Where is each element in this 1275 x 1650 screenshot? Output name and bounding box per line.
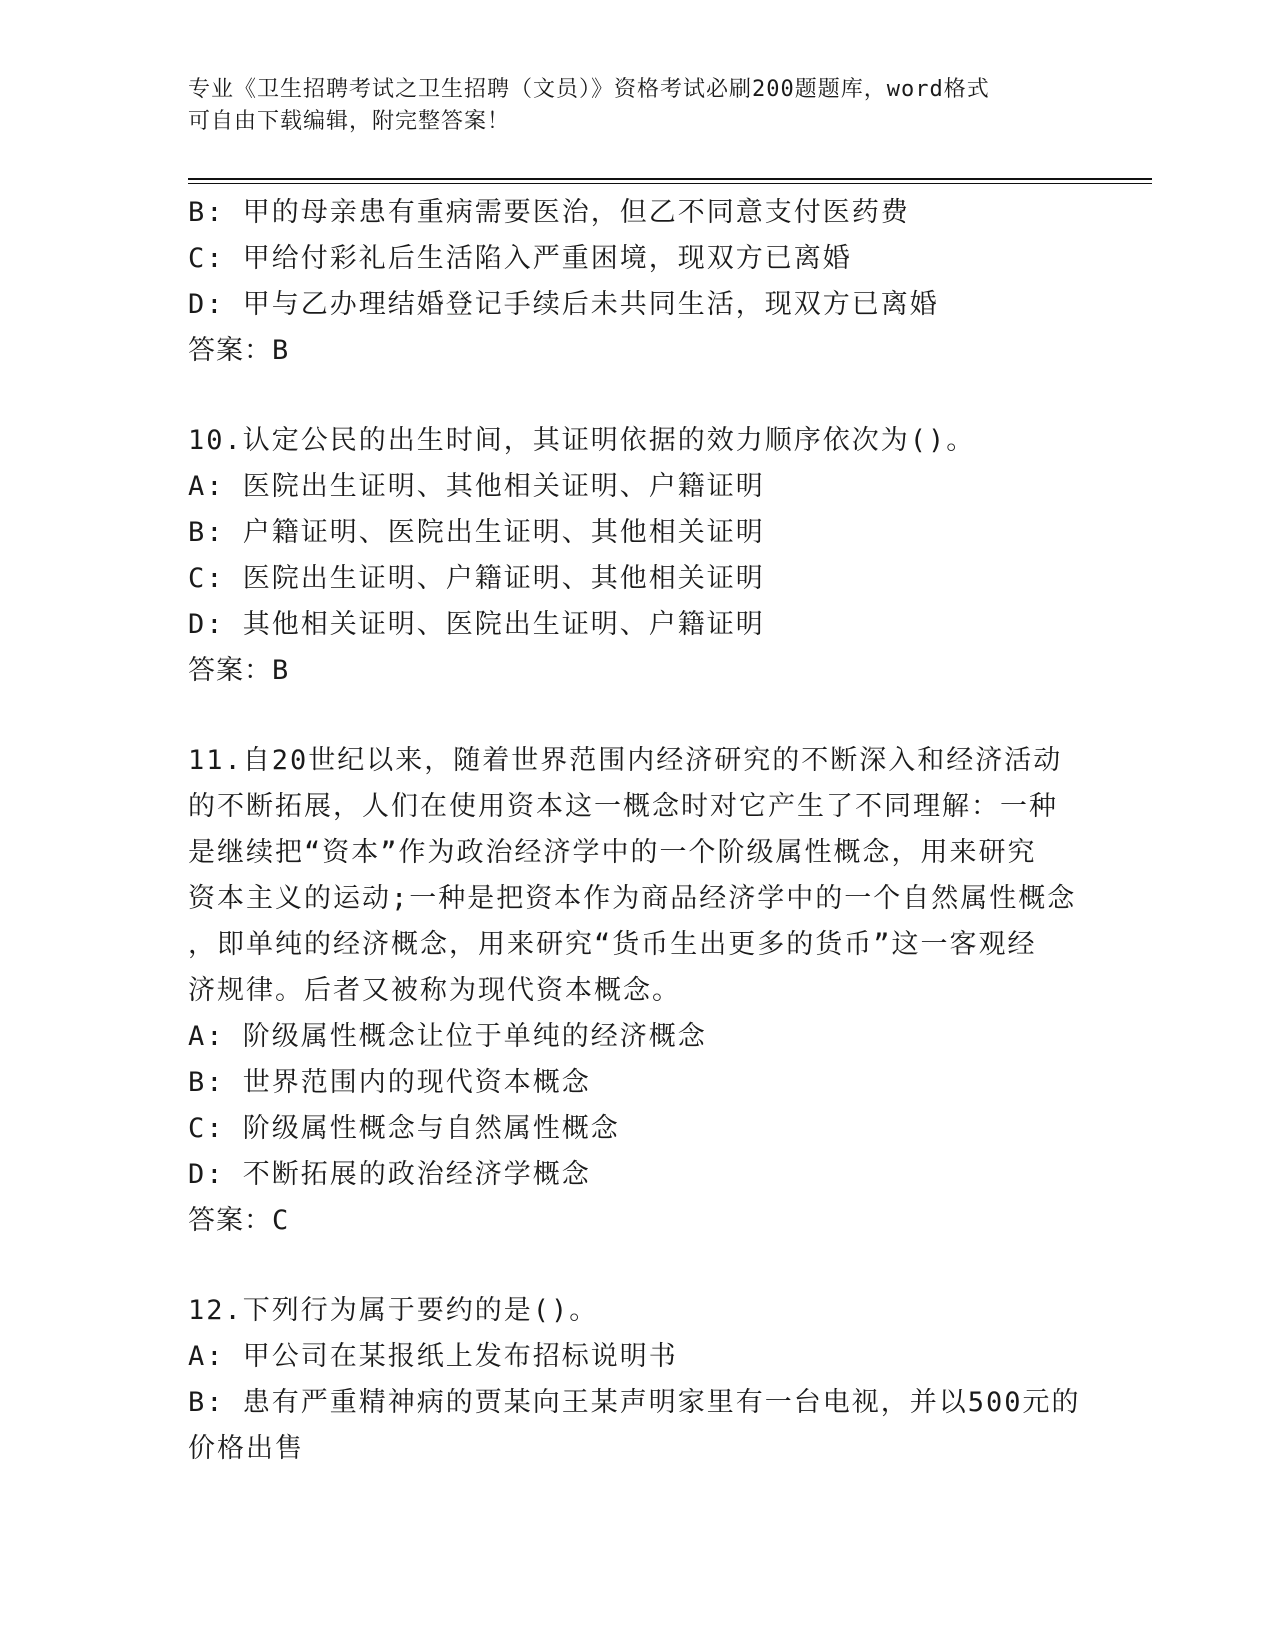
question-text-line: ，即单纯的经济概念，用来研究“货币生出更多的货币”这一客观经 bbox=[188, 929, 1037, 960]
option-b: B: 世界范围内的现代资本概念 bbox=[188, 1067, 591, 1098]
header-rule-thick bbox=[188, 178, 1152, 180]
question-list bbox=[188, 190, 1081, 1472]
header-line-2: 可自由下载编辑，附完整答案！ bbox=[188, 109, 511, 134]
page-header bbox=[188, 74, 1088, 138]
header-line-1: 专业《卫生招聘考试之卫生招聘（文员）》资格考试必刷200题题库，word格式 bbox=[188, 77, 990, 102]
question-12 bbox=[188, 1288, 1081, 1472]
question-text-line: 的不断拓展，人们在使用资本这一概念时对它产生了不同理解：一种 bbox=[188, 791, 1058, 822]
spacer bbox=[188, 694, 1078, 738]
option-a: A: 医院出生证明、其他相关证明、户籍证明 bbox=[188, 471, 765, 502]
spacer bbox=[188, 1244, 1078, 1288]
option-c: C: 甲给付彩礼后生活陷入严重困境，现双方已离婚 bbox=[188, 243, 852, 274]
question-text: 12.下列行为属于要约的是()。 bbox=[188, 1295, 599, 1326]
option-b: B: 户籍证明、医院出生证明、其他相关证明 bbox=[188, 517, 765, 548]
question-9 bbox=[188, 190, 1078, 374]
header-rule-thin bbox=[188, 183, 1152, 184]
answer: 答案：B bbox=[188, 655, 290, 686]
question-text-line: 济规律。后者又被称为现代资本概念。 bbox=[188, 975, 681, 1006]
spacer bbox=[188, 374, 1078, 418]
question-text: 10.认定公民的出生时间，其证明依据的效力顺序依次为()。 bbox=[188, 425, 976, 456]
option-c: C: 阶级属性概念与自然属性概念 bbox=[188, 1113, 620, 1144]
question-11 bbox=[188, 738, 1078, 1244]
option-b-line: B: 患有严重精神病的贾某向王某声明家里有一台电视，并以500元的 bbox=[188, 1387, 1081, 1418]
option-c: C: 医院出生证明、户籍证明、其他相关证明 bbox=[188, 563, 765, 594]
option-d: D: 不断拓展的政治经济学概念 bbox=[188, 1159, 591, 1190]
question-text-line: 是继续把“资本”作为政治经济学中的一个阶级属性概念，用来研究 bbox=[188, 837, 1037, 868]
option-d: D: 甲与乙办理结婚登记手续后未共同生活，现双方已离婚 bbox=[188, 289, 939, 320]
option-b: B: 甲的母亲患有重病需要医治，但乙不同意支付医药费 bbox=[188, 197, 910, 228]
option-d: D: 其他相关证明、医院出生证明、户籍证明 bbox=[188, 609, 765, 640]
question-10 bbox=[188, 418, 1078, 694]
question-text-line: 11.自20世纪以来，随着世界范围内经济研究的不断深入和经济活动 bbox=[188, 745, 1063, 776]
option-b-line: 价格出售 bbox=[188, 1433, 304, 1464]
answer: 答案：B bbox=[188, 335, 290, 366]
answer: 答案：C bbox=[188, 1205, 290, 1236]
option-a: A: 阶级属性概念让位于单纯的经济概念 bbox=[188, 1021, 707, 1052]
question-text-line: 资本主义的运动;一种是把资本作为商品经济学中的一个自然属性概念 bbox=[188, 883, 1077, 914]
option-a: A: 甲公司在某报纸上发布招标说明书 bbox=[188, 1341, 678, 1372]
